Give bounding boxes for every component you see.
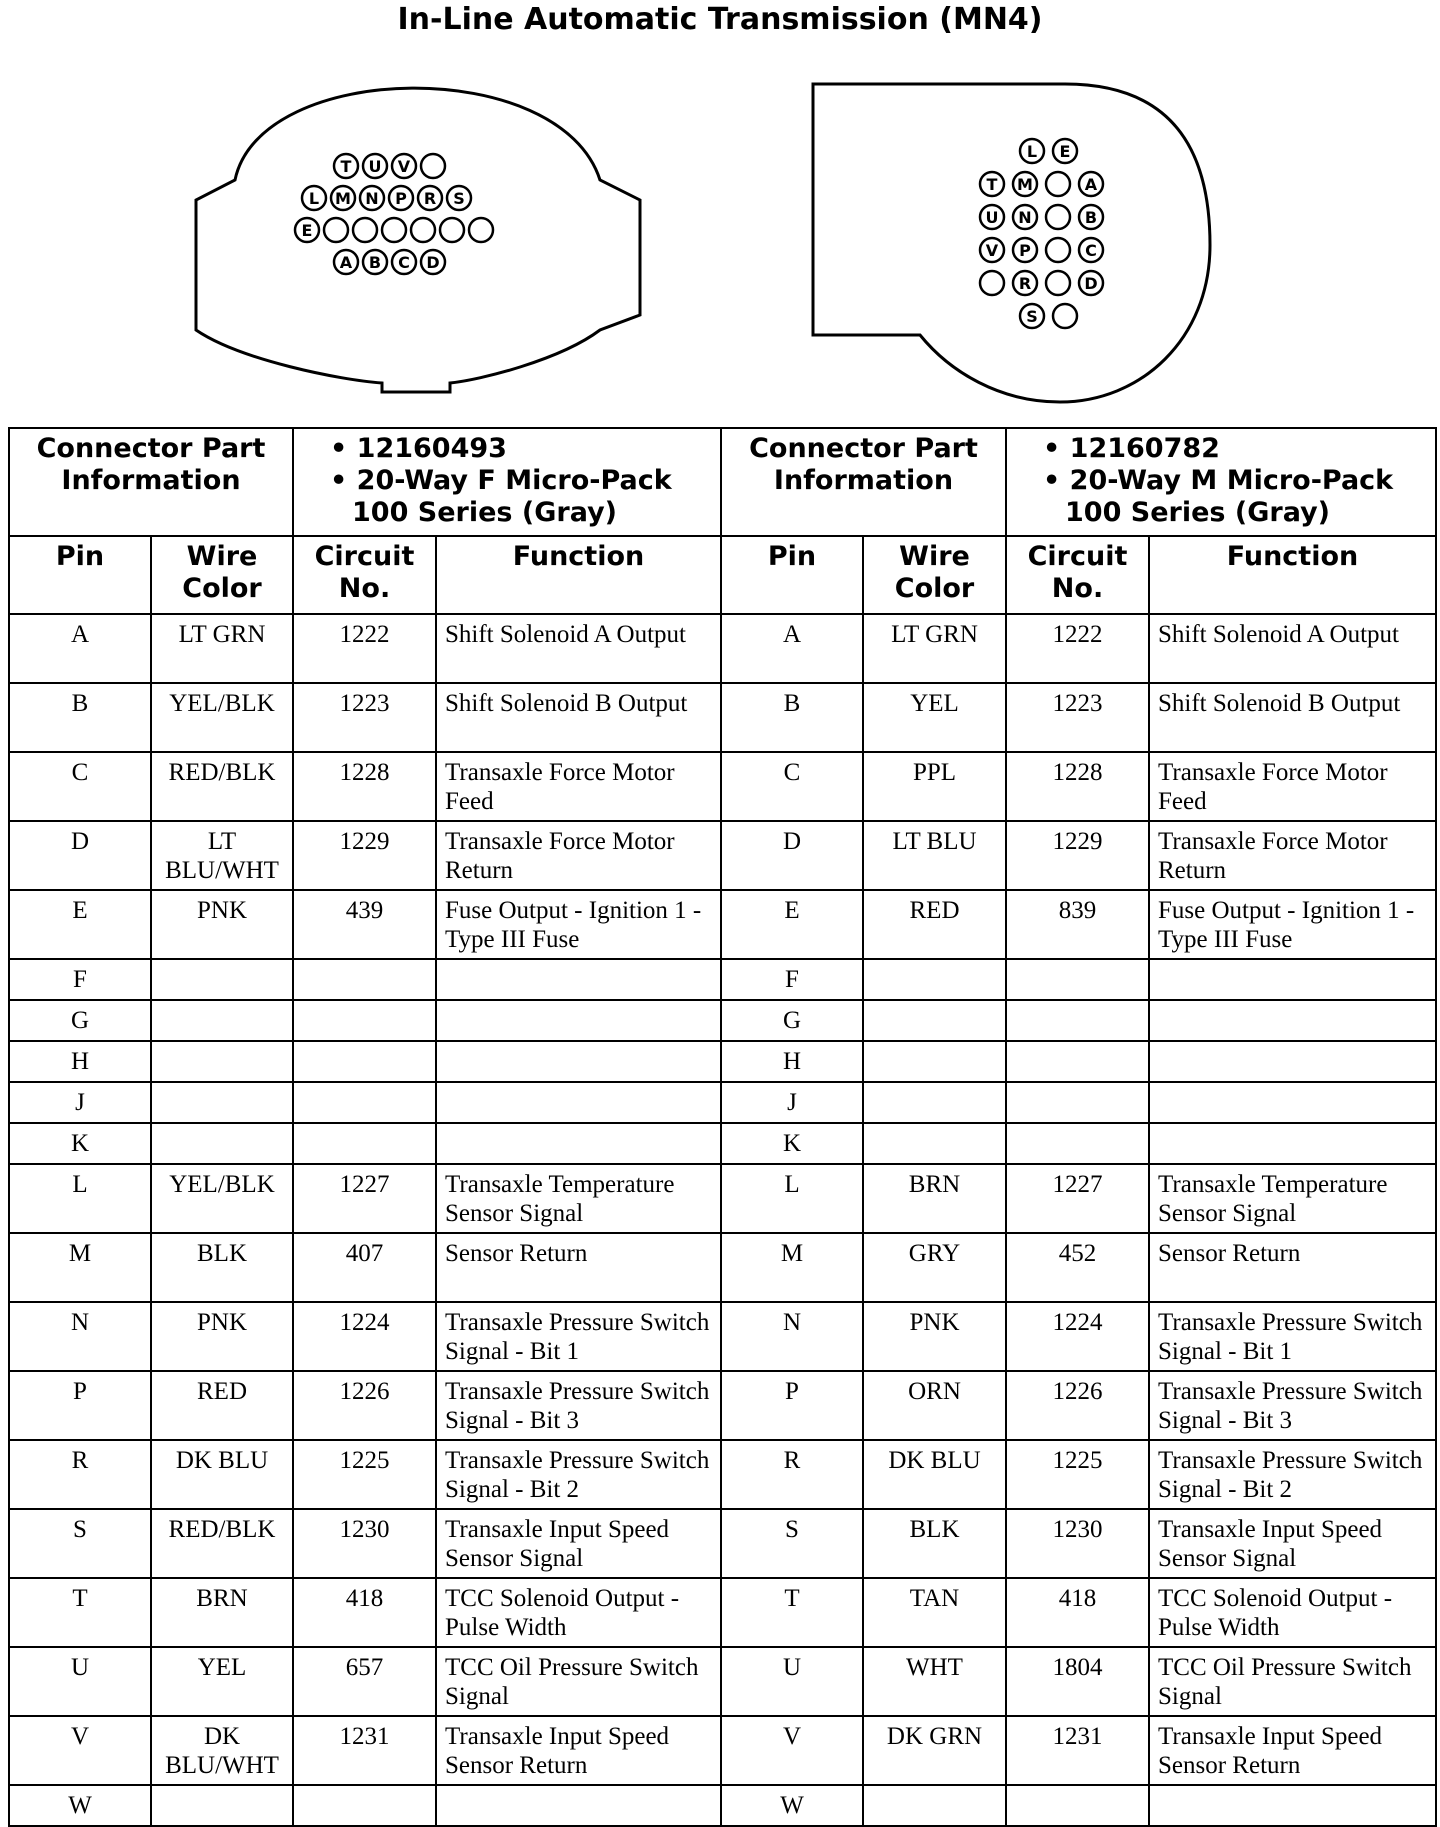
right-wire-color	[863, 1123, 1006, 1164]
pin-cell: R	[721, 1440, 863, 1509]
left-circuit-no	[293, 1041, 436, 1082]
table-row	[9, 1302, 1436, 1371]
connector-pin-label: D	[426, 253, 440, 272]
left-function: Shift Solenoid A Output	[436, 614, 721, 683]
left-circuit-no: 1225	[293, 1440, 436, 1509]
connector-pin-label: M	[1017, 175, 1033, 194]
connector-pin-label: P	[395, 189, 407, 208]
right-function: Transaxle Force Motor Feed	[1149, 752, 1436, 821]
connector-pin	[1046, 205, 1070, 229]
left-function	[436, 1000, 721, 1041]
connector-pin-label: C	[1085, 241, 1097, 260]
connector-pin-label: E	[301, 221, 313, 240]
connector-pin-label: B	[1084, 208, 1098, 227]
left-function	[436, 1082, 721, 1123]
right-wire-color	[863, 1041, 1006, 1082]
circuit-header-line1: Circuit	[1027, 541, 1128, 572]
pin-cell: B	[721, 683, 863, 752]
table-row	[9, 959, 1436, 1000]
table-row	[9, 1785, 1436, 1826]
connector-pin	[353, 218, 377, 242]
connector-pin-label: M	[335, 189, 351, 208]
pin-rows	[9, 614, 1436, 1826]
pin-cell: K	[721, 1123, 863, 1164]
circuit-no-header	[293, 536, 436, 614]
page-title: In-Line Automatic Transmission (MN4)	[397, 2, 1043, 37]
left-function: Sensor Return	[436, 1233, 721, 1302]
pin-cell: L	[721, 1164, 863, 1233]
left-function: Transaxle Pressure Switch Signal - Bit 2	[436, 1440, 721, 1509]
pin-cell: U	[721, 1647, 863, 1716]
male-connector-pins	[980, 139, 1103, 328]
left-circuit-no: 1229	[293, 821, 436, 890]
connector-pin	[1046, 271, 1070, 295]
left-function	[436, 1041, 721, 1082]
left-wire-color: LT GRN	[151, 614, 293, 683]
right-circuit-no	[1006, 959, 1149, 1000]
left-wire-color: PNK	[151, 890, 293, 959]
left-wire-color: RED/BLK	[151, 1509, 293, 1578]
connector-pin-label: L	[308, 189, 320, 208]
table-row	[9, 1716, 1436, 1785]
right-function	[1149, 1785, 1436, 1826]
table-row	[9, 1164, 1436, 1233]
right-function	[1149, 1082, 1436, 1123]
wire-header-line1: Wire	[186, 541, 258, 572]
left-circuit-no	[293, 1123, 436, 1164]
left-circuit-no: 439	[293, 890, 436, 959]
connector-diagrams	[0, 0, 1440, 420]
connector-pin	[440, 218, 464, 242]
wire-header-line1: Wire	[899, 541, 970, 572]
connector-pin-label: R	[1018, 274, 1032, 293]
left-function: Transaxle Input Speed Sensor Signal	[436, 1509, 721, 1578]
pin-cell: L	[9, 1164, 151, 1233]
connector-pin-label: V	[985, 241, 999, 260]
left-circuit-no	[293, 1082, 436, 1123]
left-wire-color: RED/BLK	[151, 752, 293, 821]
pin-cell: B	[9, 683, 151, 752]
female-connector-diagram	[196, 88, 640, 392]
pin-cell: U	[9, 1647, 151, 1716]
right-wire-color: LT GRN	[863, 614, 1006, 683]
left-wire-color	[151, 1082, 293, 1123]
connector-pin-label: A	[339, 253, 353, 272]
connector-pin	[411, 218, 435, 242]
right-part-number: • 12160782	[1043, 433, 1220, 464]
pin-cell: N	[721, 1302, 863, 1371]
table-row	[9, 1371, 1436, 1440]
right-function: Shift Solenoid B Output	[1149, 683, 1436, 752]
right-function: TCC Oil Pressure Switch Signal	[1149, 1647, 1436, 1716]
right-wire-color: ORN	[863, 1371, 1006, 1440]
left-function: TCC Oil Pressure Switch Signal	[436, 1647, 721, 1716]
wire-color-header	[151, 536, 293, 614]
pin-cell: A	[9, 614, 151, 683]
right-function: Transaxle Force Motor Return	[1149, 821, 1436, 890]
right-info-header: Connector Part Information	[721, 428, 1006, 536]
right-function: Transaxle Input Speed Sensor Signal	[1149, 1509, 1436, 1578]
left-part-desc2: 100 Series (Gray)	[352, 497, 618, 528]
function-header: Function	[436, 536, 721, 614]
right-circuit-no: 1222	[1006, 614, 1149, 683]
connector-pin	[1046, 172, 1070, 196]
pin-cell: F	[9, 959, 151, 1000]
right-wire-color: GRY	[863, 1233, 1006, 1302]
connector-pin	[980, 271, 1004, 295]
left-function	[436, 1785, 721, 1826]
left-circuit-no: 1228	[293, 752, 436, 821]
left-function	[436, 959, 721, 1000]
pin-cell: G	[9, 1000, 151, 1041]
right-function: Transaxle Pressure Switch Signal - Bit 2	[1149, 1440, 1436, 1509]
pin-cell: T	[9, 1578, 151, 1647]
connector-pin-label: E	[1059, 142, 1071, 161]
left-circuit-no	[293, 959, 436, 1000]
pin-cell: T	[721, 1578, 863, 1647]
circuit-header-line2: No.	[338, 573, 391, 604]
table-row	[9, 1578, 1436, 1647]
right-circuit-no	[1006, 1082, 1149, 1123]
left-wire-color	[151, 1041, 293, 1082]
left-circuit-no: 1223	[293, 683, 436, 752]
pin-cell: V	[9, 1716, 151, 1785]
connector-pin	[324, 218, 348, 242]
connector-pin-label: D	[1084, 274, 1098, 293]
pin-cell: D	[721, 821, 863, 890]
table-row	[9, 1041, 1436, 1082]
right-wire-color	[863, 959, 1006, 1000]
table-row	[9, 821, 1436, 890]
left-wire-color	[151, 1123, 293, 1164]
connector-pin-label: C	[398, 253, 410, 272]
left-function: Transaxle Force Motor Feed	[436, 752, 721, 821]
left-circuit-no: 407	[293, 1233, 436, 1302]
right-function: Sensor Return	[1149, 1233, 1436, 1302]
connector-pin-label: U	[368, 157, 382, 176]
right-wire-color	[863, 1785, 1006, 1826]
left-wire-color	[151, 1000, 293, 1041]
right-function: Shift Solenoid A Output	[1149, 614, 1436, 683]
connector-pin-label: U	[985, 208, 999, 227]
right-part-desc2: 100 Series (Gray)	[1065, 497, 1331, 528]
pin-header: Pin	[721, 536, 863, 614]
right-circuit-no: 1804	[1006, 1647, 1149, 1716]
pin-cell: J	[9, 1082, 151, 1123]
left-function: TCC Solenoid Output - Pulse Width	[436, 1578, 721, 1647]
right-circuit-no: 418	[1006, 1578, 1149, 1647]
right-function: TCC Solenoid Output - Pulse Width	[1149, 1578, 1436, 1647]
right-function: Transaxle Temperature Sensor Signal	[1149, 1164, 1436, 1233]
left-circuit-no: 1227	[293, 1164, 436, 1233]
right-circuit-no: 1228	[1006, 752, 1149, 821]
left-circuit-no: 657	[293, 1647, 436, 1716]
pin-cell: C	[721, 752, 863, 821]
left-function: Transaxle Input Speed Sensor Return	[436, 1716, 721, 1785]
pin-cell: M	[9, 1233, 151, 1302]
pin-cell: C	[9, 752, 151, 821]
right-wire-color: WHT	[863, 1647, 1006, 1716]
wire-color-header	[863, 536, 1006, 614]
connector-pin-label: T	[340, 157, 352, 176]
pin-cell: E	[9, 890, 151, 959]
pin-cell: E	[721, 890, 863, 959]
left-wire-color: DK BLU	[151, 1440, 293, 1509]
right-circuit-no: 1223	[1006, 683, 1149, 752]
pin-cell: W	[721, 1785, 863, 1826]
connector-pin-label: P	[1019, 241, 1031, 260]
male-connector-diagram	[813, 84, 1210, 402]
female-connector-pins	[295, 154, 493, 274]
pin-header: Pin	[9, 536, 151, 614]
pin-cell: J	[721, 1082, 863, 1123]
connector-pin	[1053, 304, 1077, 328]
left-wire-color: PNK	[151, 1302, 293, 1371]
pin-cell: R	[9, 1440, 151, 1509]
pin-cell: H	[9, 1041, 151, 1082]
wire-header-line2: Color	[894, 573, 975, 604]
pin-cell: G	[721, 1000, 863, 1041]
left-part-number: • 12160493	[330, 433, 507, 464]
left-circuit-no: 418	[293, 1578, 436, 1647]
left-wire-color	[151, 1785, 293, 1826]
connector-pin-label: L	[1026, 142, 1038, 161]
right-circuit-no: 839	[1006, 890, 1149, 959]
connector-pin-label: N	[365, 189, 379, 208]
right-circuit-no: 1230	[1006, 1509, 1149, 1578]
connector-pin-label: V	[397, 157, 411, 176]
left-info-header: Connector Part Information	[9, 428, 293, 536]
pin-cell: W	[9, 1785, 151, 1826]
right-circuit-no: 1227	[1006, 1164, 1149, 1233]
pin-cell: F	[721, 959, 863, 1000]
right-wire-color	[863, 1082, 1006, 1123]
left-wire-color	[151, 959, 293, 1000]
left-circuit-no: 1231	[293, 1716, 436, 1785]
wire-header-line2: Color	[182, 573, 262, 604]
table-row	[9, 1082, 1436, 1123]
pin-cell: K	[9, 1123, 151, 1164]
pin-cell: S	[721, 1509, 863, 1578]
right-wire-color: YEL	[863, 683, 1006, 752]
left-part-desc1: • 20-Way F Micro-Pack	[330, 465, 672, 496]
pin-cell: A	[721, 614, 863, 683]
left-circuit-no	[293, 1000, 436, 1041]
left-function: Shift Solenoid B Output	[436, 683, 721, 752]
right-wire-color: RED	[863, 890, 1006, 959]
right-function	[1149, 1000, 1436, 1041]
connector-pin	[469, 218, 493, 242]
left-function: Transaxle Temperature Sensor Signal	[436, 1164, 721, 1233]
table-row	[9, 1647, 1436, 1716]
table-row	[9, 890, 1436, 959]
table-row	[9, 614, 1436, 683]
right-circuit-no	[1006, 1000, 1149, 1041]
pin-table	[8, 427, 1437, 1827]
connector-pin-label: B	[368, 253, 382, 272]
right-wire-color: LT BLU	[863, 821, 1006, 890]
right-part-desc1: • 20-Way M Micro-Pack	[1043, 465, 1394, 496]
right-circuit-no	[1006, 1785, 1149, 1826]
table-row	[9, 683, 1436, 752]
right-circuit-no: 452	[1006, 1233, 1149, 1302]
left-circuit-no: 1224	[293, 1302, 436, 1371]
connector-pin	[421, 154, 445, 178]
right-circuit-no: 1225	[1006, 1440, 1149, 1509]
left-function: Transaxle Force Motor Return	[436, 821, 721, 890]
table-row	[9, 1000, 1436, 1041]
left-circuit-no: 1226	[293, 1371, 436, 1440]
right-wire-color: BLK	[863, 1509, 1006, 1578]
right-circuit-no: 1226	[1006, 1371, 1149, 1440]
right-function: Transaxle Pressure Switch Signal - Bit 3	[1149, 1371, 1436, 1440]
connector-pin-label: R	[423, 189, 437, 208]
connector-pin	[382, 218, 406, 242]
right-function	[1149, 959, 1436, 1000]
pin-cell: V	[721, 1716, 863, 1785]
right-wire-color: PPL	[863, 752, 1006, 821]
pin-cell: D	[9, 821, 151, 890]
left-wire-color: BRN	[151, 1578, 293, 1647]
connector-pin-label: S	[453, 189, 465, 208]
pin-cell: P	[721, 1371, 863, 1440]
right-function: Fuse Output - Ignition 1 - Type III Fuse	[1149, 890, 1436, 959]
left-wire-color: DK BLU/WHT	[151, 1716, 293, 1785]
right-wire-color: PNK	[863, 1302, 1006, 1371]
connector-pin-label: S	[1026, 307, 1038, 326]
right-wire-color	[863, 1000, 1006, 1041]
male-connector-outline	[813, 84, 1210, 402]
connector-pin-label: N	[1018, 208, 1032, 227]
pin-cell: P	[9, 1371, 151, 1440]
left-circuit-no: 1230	[293, 1509, 436, 1578]
left-wire-color: BLK	[151, 1233, 293, 1302]
left-wire-color: RED	[151, 1371, 293, 1440]
right-circuit-no: 1229	[1006, 821, 1149, 890]
right-wire-color: TAN	[863, 1578, 1006, 1647]
table-row	[9, 1440, 1436, 1509]
left-wire-color: YEL/BLK	[151, 1164, 293, 1233]
connector-pin	[1046, 238, 1070, 262]
left-function: Fuse Output - Ignition 1 - Type III Fuse	[436, 890, 721, 959]
left-circuit-no	[293, 1785, 436, 1826]
connector-pin-label: T	[986, 175, 998, 194]
connector-pin-label: A	[1084, 175, 1098, 194]
circuit-header-line2: No.	[1051, 573, 1104, 604]
right-circuit-no	[1006, 1041, 1149, 1082]
function-header: Function	[1149, 536, 1436, 614]
circuit-header-line1: Circuit	[314, 541, 415, 572]
right-circuit-no	[1006, 1123, 1149, 1164]
circuit-no-header	[1006, 536, 1149, 614]
right-circuit-no: 1231	[1006, 1716, 1149, 1785]
right-wire-color: BRN	[863, 1164, 1006, 1233]
pin-cell: S	[9, 1509, 151, 1578]
right-function	[1149, 1041, 1436, 1082]
left-circuit-no: 1222	[293, 614, 436, 683]
left-function: Transaxle Pressure Switch Signal - Bit 1	[436, 1302, 721, 1371]
left-wire-color: YEL	[151, 1647, 293, 1716]
right-part-info	[1006, 428, 1436, 536]
pin-cell: M	[721, 1233, 863, 1302]
right-circuit-no: 1224	[1006, 1302, 1149, 1371]
left-part-info	[293, 428, 721, 536]
right-function	[1149, 1123, 1436, 1164]
right-wire-color: DK BLU	[863, 1440, 1006, 1509]
pin-cell: N	[9, 1302, 151, 1371]
left-wire-color: LT BLU/WHT	[151, 821, 293, 890]
table-row	[9, 1509, 1436, 1578]
table-row	[9, 752, 1436, 821]
right-wire-color: DK GRN	[863, 1716, 1006, 1785]
left-function	[436, 1123, 721, 1164]
right-function: Transaxle Input Speed Sensor Return	[1149, 1716, 1436, 1785]
left-function: Transaxle Pressure Switch Signal - Bit 3	[436, 1371, 721, 1440]
pin-cell: H	[721, 1041, 863, 1082]
table-row	[9, 1123, 1436, 1164]
left-wire-color: YEL/BLK	[151, 683, 293, 752]
table-row	[9, 1233, 1436, 1302]
right-function: Transaxle Pressure Switch Signal - Bit 1	[1149, 1302, 1436, 1371]
